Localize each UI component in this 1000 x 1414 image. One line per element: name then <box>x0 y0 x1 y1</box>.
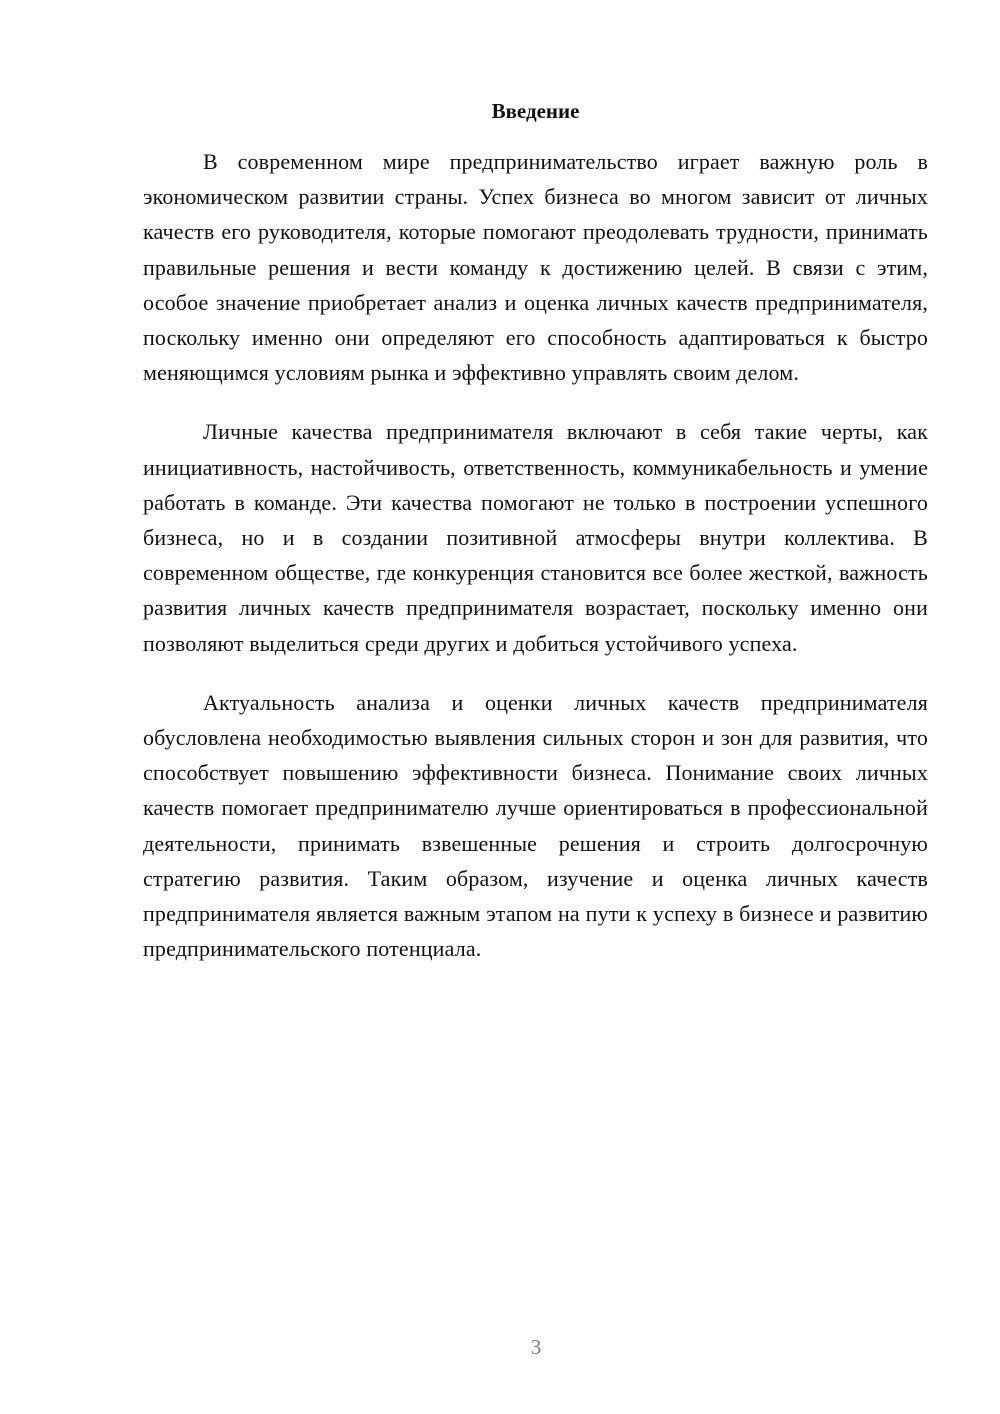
body-text <box>143 144 928 990</box>
paragraph-2: Личные качества предпринимателя включают в себя такие черты, как инициативность, настойчивость, ответственность, коммуникабельность и умение работать в команде. Эти качества помогают не только в построении успешного бизнеса, но и в создании позитивной атмосферы внутри коллектива. В современном обществе, где конкуренция становится все более жесткой, важность развития личных качеств предпринимателя возрастает, поскольку именно они позволяют выделиться среди других и добиться устойчивого успеха. <box>143 419 928 656</box>
page-number: 3 <box>530 1335 542 1359</box>
paragraph-1: В современном мире предпринимательство играет важную роль в экономическом развитии страны. Успех бизнеса во многом зависит от личных качеств его руководителя, которые помогают преодолевать трудности, принимать правильные решения и вести команду к достижению целей. В связи с этим, особое значение приобретает анализ и оценка личных качеств предпринимателя, поскольку именно они определяют его способность адаптироваться к быстро меняющимся условиям рынка и эффективно управлять своим делом. <box>143 149 928 386</box>
paragraph-3: Актуальность анализа и оценки личных качеств предпринимателя обусловлена необходимостью выявления сильных сторон и зон для развития, что способствует повышению эффективности бизнеса. Понимание своих личных качеств помогает предпринимателю лучше ориентироваться в профессиональной деятельности, принимать взвешенные решения и строить долгосрочную стратегию развития. Таким образом, изучение и оценка личных качеств предпринимателя является важным этапом на пути к успеху в бизнесе и развитию предпринимательского потенциала. <box>143 689 928 962</box>
section-title: Введение <box>491 99 580 123</box>
